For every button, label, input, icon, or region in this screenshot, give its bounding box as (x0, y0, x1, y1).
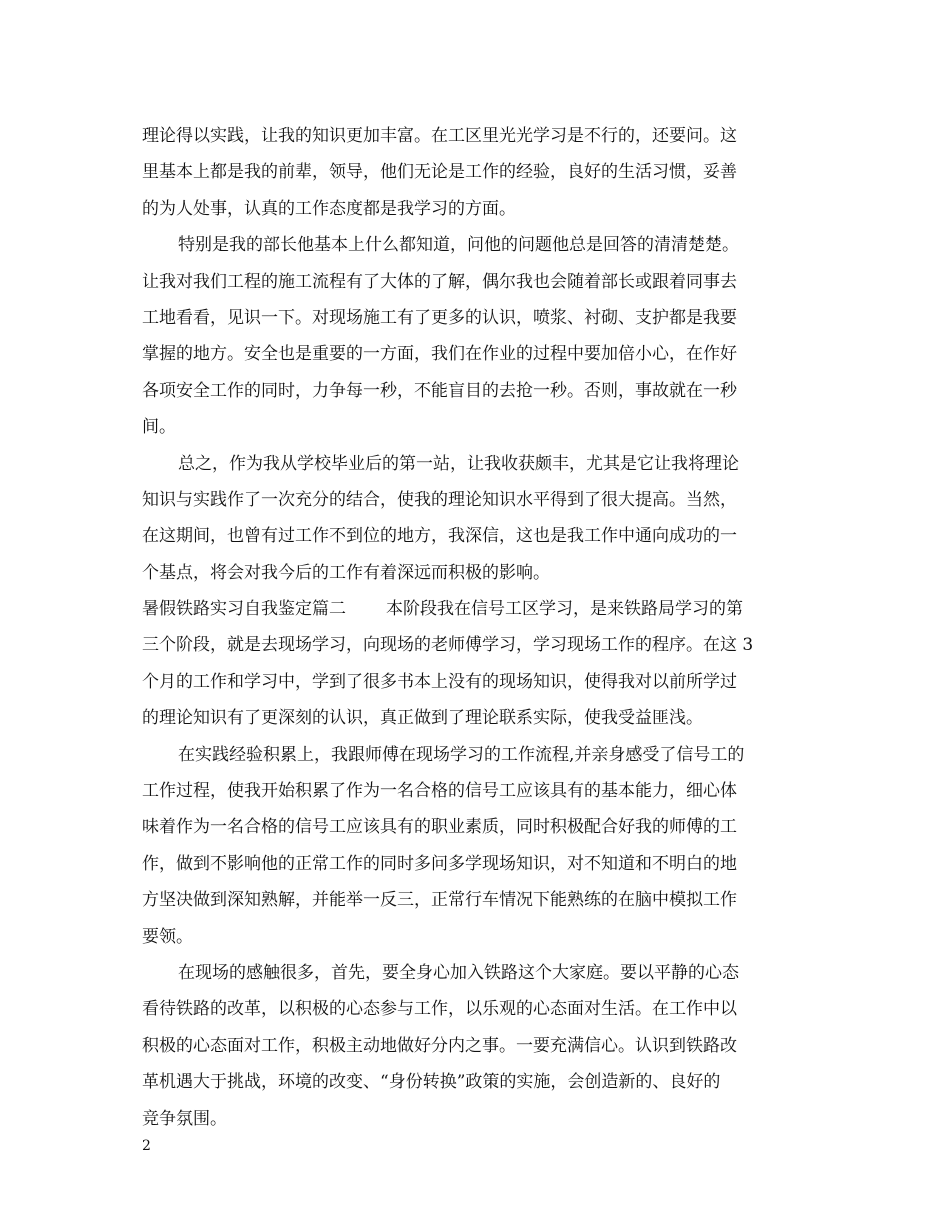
text-line: 看待铁路的改革，以积极的心态参与工作，以乐观的心态面对生活。在工作中以 (142, 999, 737, 1020)
text-line: 理论得以实践，让我的知识更加丰富。在工区里光光学习是不行的，还要问。这 (142, 126, 737, 146)
section-first-sentence: 本阶段我在信号工区学习，是来铁路局学习的第 (386, 599, 743, 620)
text-line: 在这期间，也曾有过工作不到位的地方，我深信，这也是我工作中通向成功的一 (142, 526, 737, 547)
text-line: 让我对我们工程的施工流程有了大体的了解，偶尔我也会随着部长或跟着同事去 (142, 271, 737, 292)
paragraph-practice-experience (142, 737, 810, 955)
text-line: 各项安全工作的同时，力争每一秒，不能盲目的去抢一秒。否则，事故就在一秒 (142, 380, 737, 401)
text-line: 掌握的地方。安全也是重要的一方面，我们在作业的过程中要加倍小心，在作好 (142, 344, 737, 365)
text-line: 方坚决做到深知熟解，并能举一反三，正常行车情况下能熟练的在脑中模拟工作 (142, 890, 737, 911)
text-line: 个基点，将会对我今后的工作有着深远而积极的影响。 (142, 562, 550, 583)
text-line: 积极的心态面对工作，积极主动地做好分内之事。一要充满信心。认识到铁路改 (142, 1035, 737, 1056)
text-line: 总之，作为我从学校毕业后的第一站，让我收获颇丰，尤其是它让我将理论 (178, 453, 739, 474)
text-line: 知识与实践作了一次充分的结合，使我的理论知识水平得到了很大提高。当然， (142, 489, 737, 510)
text-line: 竞争氛围。 (142, 1108, 227, 1129)
text-line: 要领。 (142, 926, 193, 947)
text-line: 味着作为一名合格的信号工应该具有的职业素质，同时积极配合好我的师傅的工 (142, 817, 737, 838)
paragraph-onsite-impressions (142, 955, 810, 1137)
paragraph-continuation (142, 118, 810, 227)
text-line: 在实践经验积累上，我跟师傅在现场学习的工作流程,并亲身感受了信号工的 (178, 744, 745, 765)
text-line: 革机遇大于挑战，环境的改变、“身份转换”政策的实施，会创造新的、良好的 (142, 1072, 721, 1093)
paragraph-section-two (142, 591, 810, 737)
section-heading: 暑假铁路实习自我鉴定篇二 (142, 599, 346, 620)
text-line: 工地看看，见识一下。对现场施工有了更多的认识，喷浆、衬砌、支护都是我要 (142, 307, 737, 328)
text-line: 个月的工作和学习中，学到了很多书本上没有的现场知识，使得我对以前所学过 (142, 671, 737, 692)
text-line: 的为人处事，认真的工作态度都是我学习的方面。 (142, 198, 516, 219)
paragraph-summary (142, 446, 810, 592)
text-line: 间。 (142, 417, 176, 438)
text-line: 的理论知识有了更深刻的认识，真正做到了理论联系实际，使我受益匪浅。 (142, 708, 703, 729)
text-line: 特别是我的部长他基本上什么都知道，问他的问题他总是回答的清清楚楚。 (178, 235, 739, 256)
text-line: 工作过程，使我开始积累了作为一名合格的信号工应该具有的基本能力，细心体 (142, 781, 737, 802)
paragraph-department-head (142, 227, 810, 445)
text-line: 作，做到不影响他的正常工作的同时多问多学现场知识，对不知道和不明白的地 (142, 853, 737, 874)
text-line: 三个阶段，就是去现场学习，向现场的老师傅学习，学习现场工作的程序。在这 3 (142, 635, 754, 656)
document-body (142, 118, 810, 1137)
page-number: 2 (142, 1138, 151, 1154)
text-line: 在现场的感触很多，首先，要全身心加入铁路这个大家庭。要以平静的心态 (178, 962, 739, 983)
section-heading-line (142, 591, 810, 627)
text-line: 里基本上都是我的前辈，领导，他们无论是工作的经验，良好的生活习惯，妥善 (142, 162, 737, 183)
